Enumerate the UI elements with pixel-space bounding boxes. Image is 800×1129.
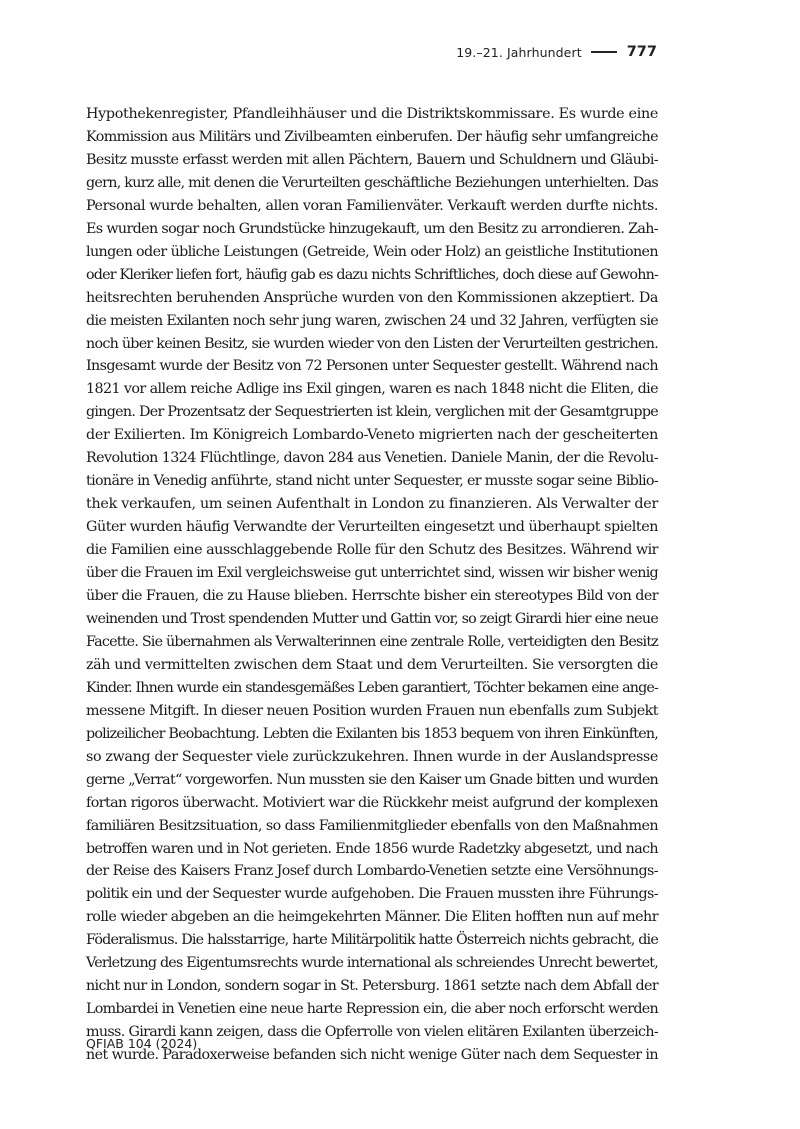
text-line: heitsrechten beruhenden Ansprüche wurden von den Kommissionen akzeptiert. Da (86, 289, 658, 306)
text-line: Insgesamt wurde der Besitz von 72 Personen unter Sequester gestellt. Während nach (86, 358, 658, 375)
text-line: Lombardei in Venetien eine neue harte Repression ein, die aber noch erforscht werden (86, 1001, 658, 1018)
text-line: politik ein und der Sequester wurde aufgehoben. Die Frauen mussten ihre Führungs- (86, 886, 658, 903)
text-line: Kinder. Ihnen wurde ein standesgemäßes Leben garantiert, Töchter bekamen eine ange- (86, 679, 658, 696)
text-line: zäh und vermittelten zwischen dem Staat und dem Verurteilten. Sie versorgten die (86, 656, 658, 673)
text-line: Föderalismus. Die halsstarrige, harte Militärpolitik hatte Österreich nichts gebracht, die (86, 932, 658, 949)
text-line: über die Frauen, die zu Hause blieben. Herrschte bisher ein stereotypes Bild von der (86, 588, 658, 605)
text-line: so zwang der Sequester viele zurückzukehren. Ihnen wurde in der Auslandspresse (86, 748, 658, 765)
text-line: familiären Besitzsituation, so dass Familienmitglieder ebenfalls von den Maßnahmen (86, 817, 658, 834)
text-line: Personal wurde behalten, allen voran Familienväter. Verkauft werden durfte nichts. (86, 197, 658, 214)
text-line: rolle wieder abgeben an die heimgekehrten Männer. Die Eliten hofften nun auf mehr (86, 909, 658, 926)
text-line: Besitz musste erfasst werden mit allen Pächtern, Bauern und Schuldnern und Gläubi- (86, 151, 658, 168)
text-line: gingen. Der Prozentsatz der Sequestrierten ist klein, verglichen mit der Gesamtgruppe (86, 404, 658, 421)
text-line: Es wurden sogar noch Grundstücke hinzugekauft, um den Besitz zu arrondieren. Zah- (86, 220, 658, 237)
text-line: die meisten Exilanten noch sehr jung waren, zwischen 24 und 32 Jahren, verfügten sie (86, 312, 658, 329)
text-line: weinenden und Trost spendenden Mutter und Gattin vor, so zeigt Girardi hier eine neue (86, 610, 658, 627)
header-rule (591, 51, 617, 53)
running-header (456, 44, 657, 60)
text-line: Facette. Sie übernahmen als Verwalterinnen eine zentrale Rolle, verteidigten den Besitz (86, 633, 658, 650)
text-line: tionäre in Venedig anführte, stand nicht unter Sequester, er musste sogar seine Biblio- (86, 473, 658, 490)
text-line: die Familien eine ausschlaggebende Rolle für den Schutz des Besitzes. Während wir (86, 542, 658, 559)
text-line: polizeilicher Beobachtung. Lebten die Exilanten bis 1853 bequem von ihren Einkünften, (86, 725, 658, 742)
text-line: noch über keinen Besitz, sie wurden wieder von den Listen der Verurteilten gestrichen. (86, 335, 658, 352)
page-number: 777 (626, 44, 657, 60)
text-line: Verletzung des Eigentumsrechts wurde international als schreiendes Unrecht bewertet, (86, 955, 658, 972)
text-line: muss. Girardi kann zeigen, dass die Opferrolle von vielen elitären Exilanten überzeich- (86, 1024, 658, 1041)
journal-footer: QFIAB 104 (2024) (86, 1036, 198, 1051)
text-line: betroffen waren und in Not gerieten. Ende 1856 wurde Radetzky abgesetzt, und nach (86, 840, 658, 857)
text-line: 1821 vor allem reiche Adlige ins Exil gingen, waren es nach 1848 nicht die Eliten, die (86, 381, 658, 398)
text-line: Güter wurden häufig Verwandte der Verurteilten eingesetzt und überhaupt spielten (86, 519, 658, 536)
text-line: über die Frauen im Exil vergleichsweise gut unterrichtet sind, wissen wir bisher wenig (86, 565, 658, 582)
text-line: lungen oder übliche Leistungen (Getreide, Wein oder Holz) an geistliche Institutionen (86, 243, 658, 260)
text-line: Hypothekenregister, Pfandleihhäuser und die Distriktskommissare. Es wurde eine (86, 106, 658, 122)
text-line: fortan rigoros überwacht. Motiviert war die Rückkehr meist aufgrund der komplexen (86, 794, 658, 811)
text-line: Revolution 1324 Flüchtlinge, davon 284 aus Venetien. Daniele Manin, der die Revolu- (86, 450, 658, 467)
text-line: der Reise des Kaisers Franz Josef durch Lombardo-Venetien setzte eine Versöhnungs- (86, 863, 658, 880)
text-line: oder Kleriker liefen fort, häufig gab es dazu nichts Schriftliches, doch diese auf Gewohn- (86, 266, 658, 283)
running-header-section: 19.–21. Jahrhundert (456, 44, 582, 60)
text-line: nicht nur in London, sondern sogar in St. Petersburg. 1861 setzte nach dem Abfall der (86, 978, 658, 995)
text-line: der Exilierten. Im Königreich Lombardo-Veneto migrierten nach der gescheiterten (86, 427, 658, 444)
text-line: Kommission aus Militärs und Zivilbeamten einberufen. Der häufig sehr umfangreiche (86, 128, 658, 145)
text-line: net wurde. Paradoxerweise befanden sich nicht wenige Güter nach dem Sequester in (86, 1047, 658, 1064)
text-line: messene Mitgift. In dieser neuen Position wurden Frauen nun ebenfalls zum Subjekt (86, 702, 658, 719)
text-line: gerne „Verrat“ vorgeworfen. Nun mussten sie den Kaiser um Gnade bitten und wurden (86, 771, 658, 788)
body-text (86, 103, 658, 1067)
text-line: thek verkaufen, um seinen Aufenthalt in London zu finanzieren. Als Verwalter der (86, 496, 658, 513)
text-line: gern, kurz alle, mit denen die Verurteilten geschäftliche Beziehungen unterhielten. Das (86, 174, 658, 191)
